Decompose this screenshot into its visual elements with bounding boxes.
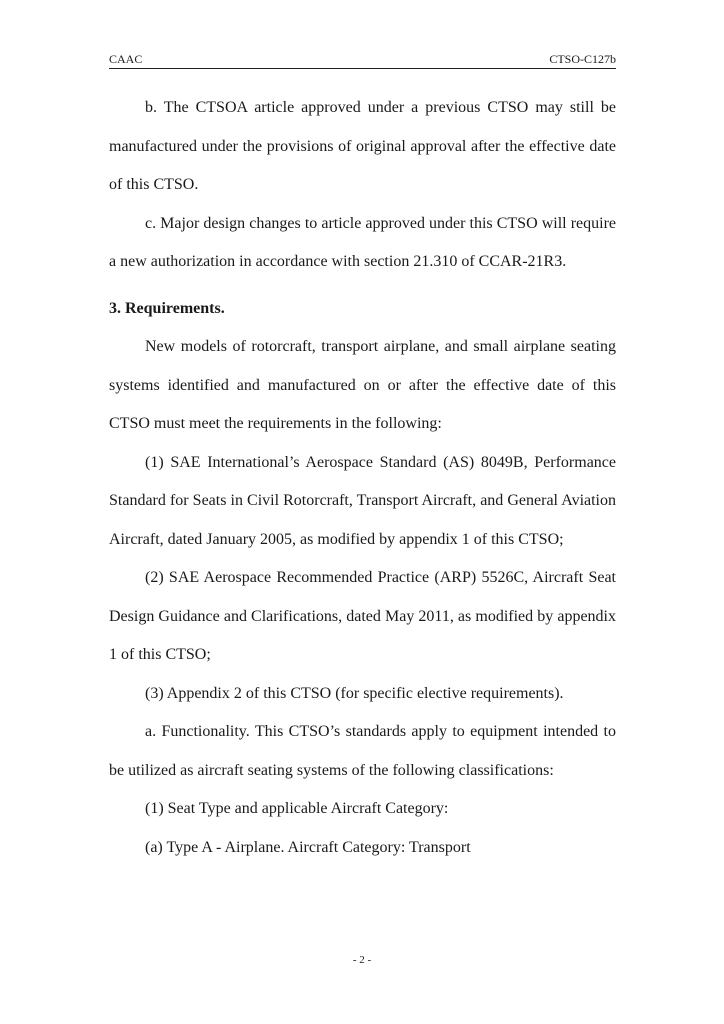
header-document-id: CTSO-C127b bbox=[549, 52, 616, 66]
paragraph-functionality: a. Functionality. This CTSO’s standards apply to equipment intended to be utilized as aircraft seating systems of the following classifications: bbox=[109, 723, 616, 779]
paragraph-type-a: (a) Type A - Airplane. Aircraft Category: Transport bbox=[145, 838, 471, 856]
paragraph-c: c. Major design changes to article approved under this CTSO will require a new authorization in accordance with section 21.310 of CCAR-21R3. bbox=[109, 214, 616, 270]
paragraph-item-2: (2) SAE Aerospace Recommended Practice (ARP) 5526C, Aircraft Seat Design Guidance and Clarifications, dated May 2011, as modified by appendix 1 of this CTSO; bbox=[109, 569, 616, 663]
document-body bbox=[109, 89, 616, 867]
paragraph-item-1: (1) SAE International’s Aerospace Standard (AS) 8049B, Performance Standard for Seats in Civil Rotorcraft, Transport Aircraft, and General Aviation Aircraft, dated January 2005, as modified by appendix 1 of this CTSO; bbox=[109, 453, 616, 548]
section-heading-requirements: 3. Requirements. bbox=[109, 299, 225, 317]
paragraph-b: b. The CTSOA article approved under a previous CTSO may still be manufactured under the provisions of original approval after the effective date of this CTSO. bbox=[109, 99, 616, 193]
paragraph-item-3: (3) Appendix 2 of this CTSO (for specific elective requirements). bbox=[145, 684, 564, 702]
paragraph-new-models: New models of rotorcraft, transport airplane, and small airplane seating systems identified and manufactured on or after the effective date of this CTSO must meet the requirements in the following: bbox=[109, 338, 616, 432]
header-agency: CAAC bbox=[109, 52, 143, 66]
paragraph-seat-type: (1) Seat Type and applicable Aircraft Category: bbox=[145, 800, 449, 817]
page-header bbox=[109, 52, 616, 69]
page-number: - 2 - bbox=[352, 954, 372, 966]
